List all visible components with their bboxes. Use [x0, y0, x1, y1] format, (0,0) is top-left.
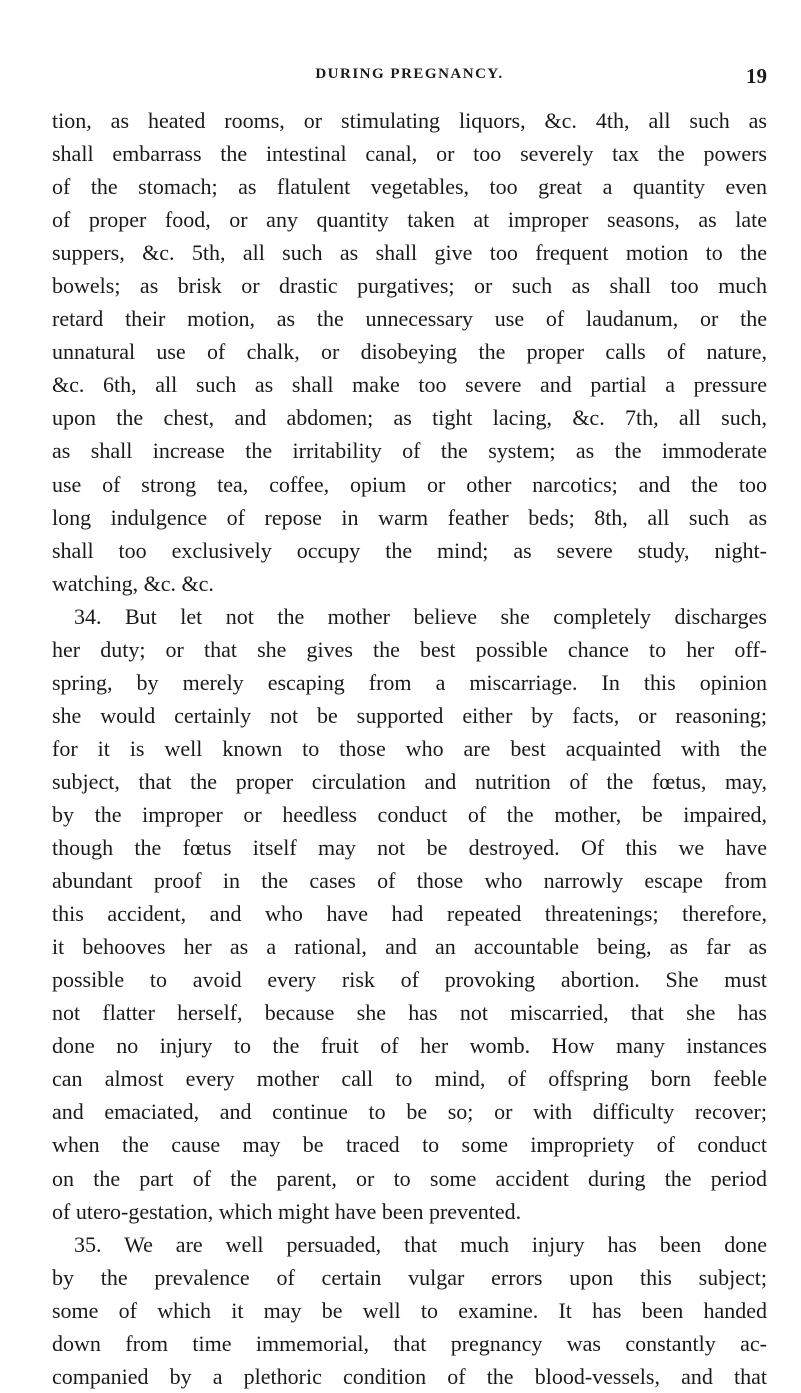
text-line: some of which it may be well to examine. It has been handed [52, 1297, 767, 1323]
text-line: this accident, and who have had repeated threatenings; therefore, [52, 901, 767, 927]
text-line: abundant proof in the cases of those who narrowly escape from [52, 868, 767, 894]
text-line: her duty; or that she gives the best possible chance to her off- [52, 636, 767, 662]
text-line: and emaciated, and continue to be so; or with difficulty recover; [52, 1099, 767, 1125]
text-line: unnatural use of chalk, or disobeying the proper calls of nature, [52, 339, 767, 365]
text-line: subject, that the proper circulation and nutrition of the fœtus, may, [52, 768, 767, 794]
text-line: upon the chest, and abdomen; as tight lacing, &c. 7th, all such, [52, 405, 767, 431]
text-line: 34. But let not the mother believe she completely discharges [74, 603, 767, 629]
text-line: tion, as heated rooms, or stimulating liquors, &c. 4th, all such as [52, 108, 767, 133]
text-line: shall embarrass the intestinal canal, or too severely tax the powers [52, 141, 767, 167]
text-line: by the prevalence of certain vulgar errors upon this subject; [52, 1264, 767, 1290]
text-line: companied by a plethoric condition of the blood-vessels, and that [52, 1363, 767, 1389]
text-line: long indulgence of repose in warm feather beds; 8th, all such as [52, 504, 767, 530]
text-line: when the cause may be traced to some impropriety of conduct [52, 1132, 767, 1158]
text-line: watching, &c. &c. [52, 570, 214, 596]
text-line: she would certainly not be supported either by facts, or reasoning; [52, 702, 767, 728]
text-line: spring, by merely escaping from a miscarriage. In this opinion [52, 669, 767, 695]
text-line: done no injury to the fruit of her womb. How many instances [52, 1033, 767, 1059]
text-line: on the part of the parent, or to some accident during the period [52, 1165, 767, 1191]
text-line: of proper food, or any quantity taken at improper seasons, as late [52, 207, 767, 233]
text-line: can almost every mother call to mind, of offspring born feeble [52, 1066, 767, 1092]
text-line: down from time immemorial, that pregnancy was constantly ac- [52, 1330, 767, 1356]
page-number: 19 [746, 64, 767, 88]
text-line: retard their motion, as the unnecessary use of laudanum, or the [52, 306, 767, 332]
text-line: of utero-gestation, which might have been prevented. [52, 1198, 522, 1224]
text-line: by the improper or heedless conduct of the mother, be impaired, [52, 801, 767, 827]
body-text [52, 104, 767, 1393]
text-line: it behooves her as a rational, and an accountable being, as far as [52, 934, 767, 960]
text-line: 35. We are well persuaded, that much injury has been done [74, 1231, 767, 1257]
text-line: bowels; as brisk or drastic purgatives; or such as shall too much [52, 273, 767, 299]
text-line: use of strong tea, coffee, opium or other narcotics; and the too [52, 471, 767, 497]
text-line: as shall increase the irritability of the system; as the immoderate [52, 438, 767, 464]
text-line: not flatter herself, because she has not miscarried, that she has [52, 1000, 767, 1026]
text-line: for it is well known to those who are best acquainted with the [52, 735, 767, 761]
text-line: suppers, &c. 5th, all such as shall give too frequent motion to the [52, 240, 767, 266]
text-line: shall too exclusively occupy the mind; as severe study, night- [52, 537, 767, 563]
running-title: DURING PREGNANCY. [315, 66, 504, 82]
text-line: of the stomach; as flatulent vegetables, too great a quantity even [52, 174, 767, 200]
text-line: possible to avoid every risk of provoking abortion. She must [52, 967, 767, 993]
text-line: though the fœtus itself may not be destroyed. Of this we have [52, 835, 767, 861]
text-line: &c. 6th, all such as shall make too severe and partial a pressure [52, 372, 767, 398]
running-head [52, 64, 767, 88]
